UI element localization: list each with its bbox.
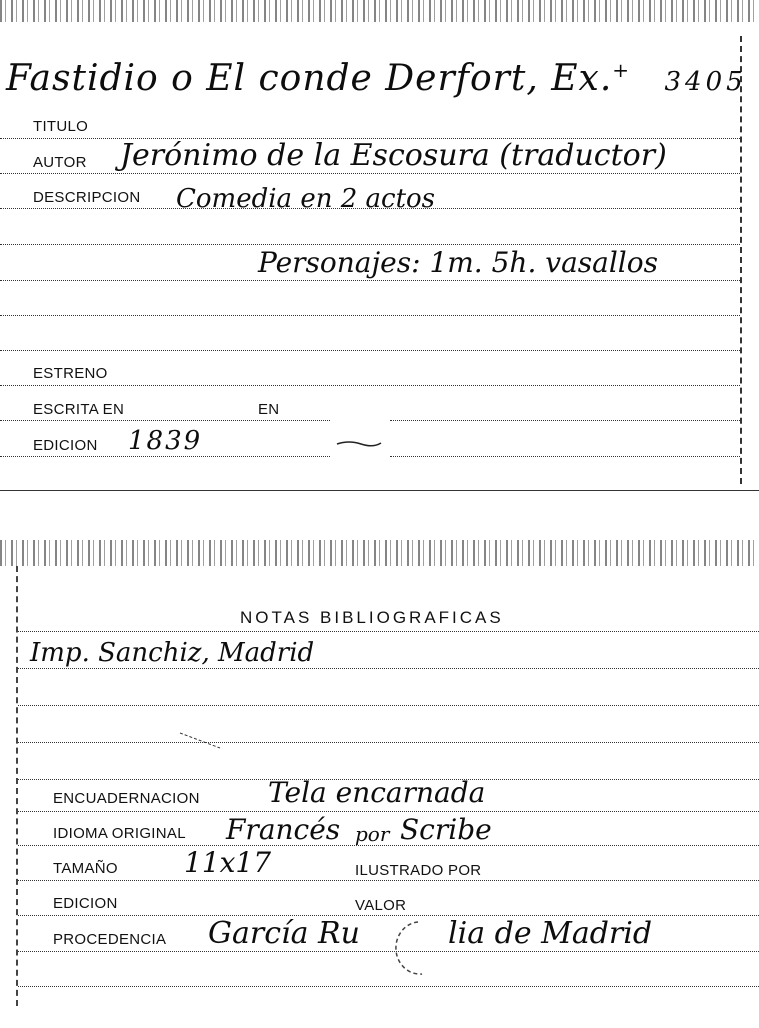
label-idioma-original: IDIOMA ORIGINAL [53,825,186,842]
rule-notes-2 [18,668,759,669]
rule-blank-2 [0,280,740,281]
value-procedencia-rest: lia de Madrid [448,916,653,951]
rule-edicion-left [0,456,330,457]
label-encuadernacion: ENCUADERNACION [53,790,200,807]
rule-descripcion [0,208,740,209]
rule-escrita-en-left [0,420,330,421]
value-autor: Jerónimo de la Escosura (traductor) [120,138,667,173]
card-bottom-left-border [16,566,18,1006]
value-tamano: 11x17 [184,846,272,879]
value-descripcion: Comedia en 2 actos [176,184,436,214]
rule-edicion-right [390,456,740,457]
value-autor-original: Scribe [400,813,492,846]
label-en: EN [258,401,280,418]
rule-autor [0,173,740,174]
card-bottom-edge-speckle [0,540,759,566]
rule-blank-3 [0,315,740,316]
title-handwriting: Fastidio o El conde Derfort, Ex.+ 3405 [6,58,747,99]
ink-mark [335,436,385,450]
label-valor: VALOR [355,897,407,914]
label-ilustrado-por: ILUSTRADO POR [355,862,482,879]
label-escrita-en: ESCRITA EN [33,401,125,418]
rule-notes-4 [18,742,759,743]
label-procedencia: PROCEDENCIA [53,931,167,948]
rule-idioma [18,845,759,846]
stray-pen-mark [178,730,224,752]
rule-estreno [0,385,740,386]
rule-escrita-en-right [390,420,740,421]
value-idioma-por: por [355,822,390,846]
value-encuadernacion: Tela encarnada [268,776,486,809]
rule-encuadernacion [18,811,759,812]
label-edicion-bottom: EDICION [53,895,118,912]
value-idioma-original: Francés [226,813,341,846]
value-edicion: 1839 [128,426,203,456]
catalog-card-bottom [0,540,759,1028]
value-imprenta: Imp. Sanchiz, Madrid [30,638,315,668]
card-top-bottom-edge [0,490,759,491]
label-titulo: TITULO [33,118,89,135]
rule-notes-1 [18,631,759,632]
rule-notes-3 [18,705,759,706]
catalog-card-top [0,0,759,492]
rule-blank-4 [0,350,740,351]
label-edicion: EDICION [33,437,98,454]
value-personajes: Personajes: 1m. 5h. vasallos [258,246,658,279]
card-top-right-border [740,36,742,484]
label-estreno: ESTRENO [33,365,108,382]
label-autor: AUTOR [33,154,87,171]
hole-punch-mark [378,918,434,980]
rule-blank-1 [0,244,740,245]
label-tamano: TAMAÑO [53,860,118,877]
card-top-edge-speckle [0,0,759,22]
rule-bottom-final [18,986,759,987]
value-procedencia: García Ru [208,916,360,951]
label-descripcion: DESCRIPCION [33,189,141,206]
rule-procedencia [18,951,759,952]
rule-tamano [18,880,759,881]
notes-heading: NOTAS BIBLIOGRAFICAS [240,608,504,627]
